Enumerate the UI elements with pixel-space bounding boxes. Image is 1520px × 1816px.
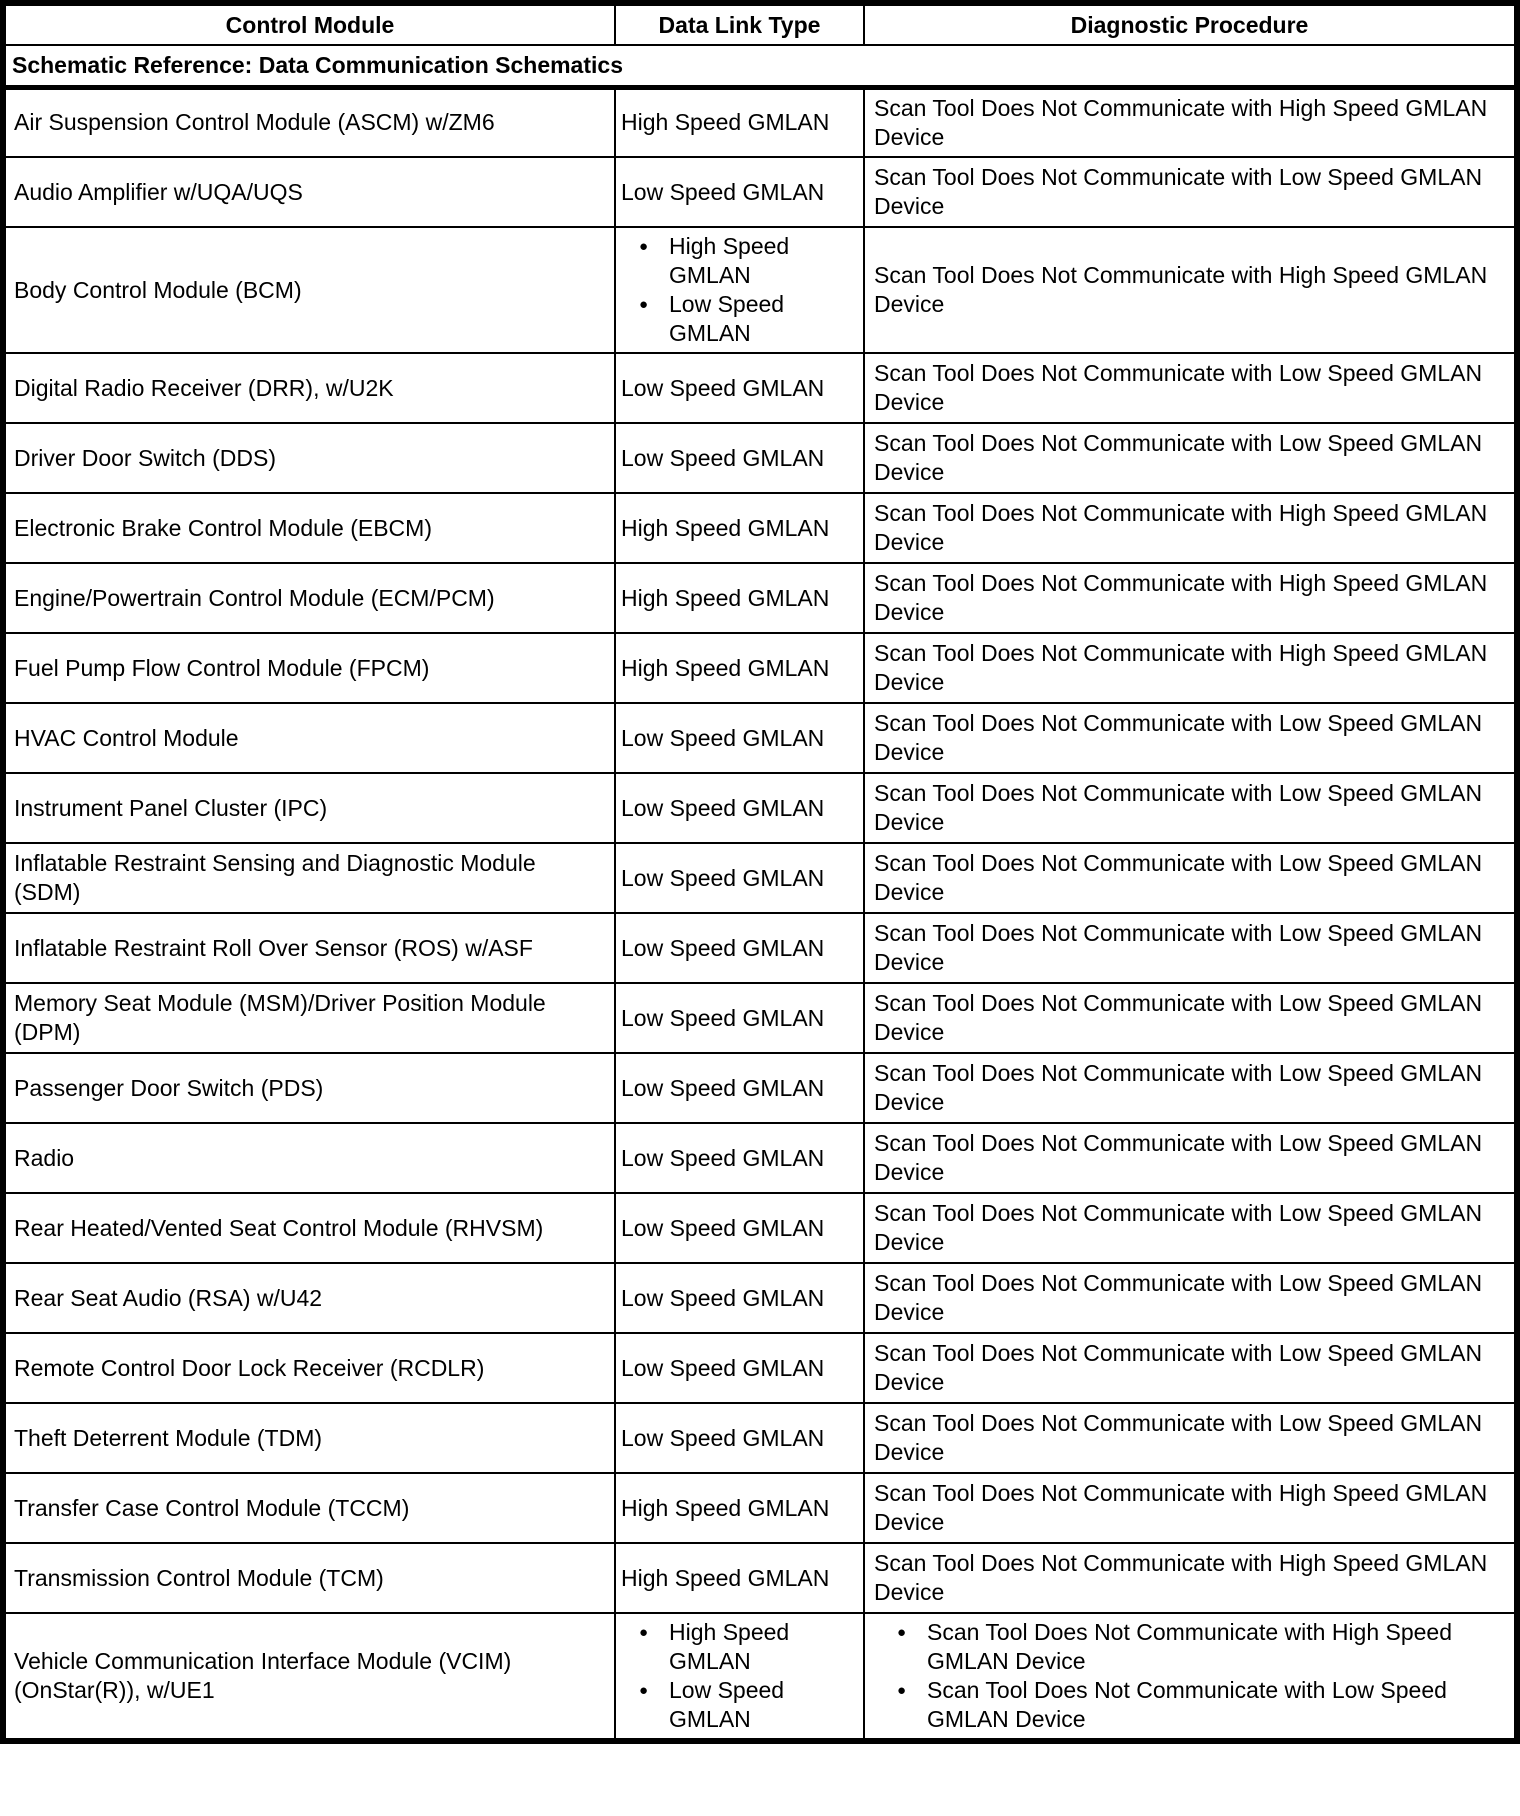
cell-control-module [3, 1123, 615, 1193]
table-row [3, 157, 1517, 227]
cell-data-link-type [615, 87, 864, 157]
cell-diagnostic-procedure [864, 913, 1517, 983]
bullet-icon: ● [639, 1624, 649, 1641]
header-row [3, 3, 1517, 45]
table-row [3, 1123, 1517, 1193]
list-item [639, 290, 861, 348]
cell-control-module [3, 1193, 615, 1263]
list-item [897, 1676, 1494, 1734]
cell-control-module [3, 1053, 615, 1123]
list-item-text: Low Speed GMLAN [669, 291, 785, 346]
cell-diagnostic-procedure [864, 1403, 1517, 1473]
cell-data-link-type [615, 1193, 864, 1263]
cell-control-module [3, 1543, 615, 1613]
bullet-list [621, 232, 861, 348]
table-row [3, 87, 1517, 157]
table-row [3, 913, 1517, 983]
cell-data-link-type [615, 1543, 864, 1613]
cell-text: High Speed GMLAN [621, 584, 830, 611]
cell-text: Scan Tool Does Not Communicate with Low Speed GMLAN Device [874, 1130, 1483, 1185]
cell-text: Low Speed GMLAN [621, 374, 825, 401]
cell-text: High Speed GMLAN [621, 654, 830, 681]
cell-diagnostic-procedure [864, 1053, 1517, 1123]
cell-data-link-type [615, 1333, 864, 1403]
cell-control-module [3, 227, 615, 353]
cell-diagnostic-procedure [864, 633, 1517, 703]
table-row [3, 843, 1517, 913]
cell-diagnostic-procedure [864, 773, 1517, 843]
cell-control-module [3, 1333, 615, 1403]
cell-diagnostic-procedure [864, 1193, 1517, 1263]
cell-data-link-type [615, 157, 864, 227]
table-row [3, 1263, 1517, 1333]
cell-diagnostic-procedure [864, 703, 1517, 773]
control-module-name: Engine/Powertrain Control Module (ECM/PCM) [14, 584, 495, 611]
table-row [3, 1053, 1517, 1123]
table-row [3, 983, 1517, 1053]
cell-diagnostic-procedure [864, 563, 1517, 633]
cell-text: Low Speed GMLAN [621, 1354, 825, 1381]
cell-data-link-type [615, 227, 864, 353]
cell-control-module [3, 913, 615, 983]
cell-data-link-type [615, 493, 864, 563]
cell-control-module [3, 1613, 615, 1741]
control-module-name: Audio Amplifier w/UQA/UQS [14, 178, 303, 205]
control-module-name: Radio [14, 1144, 75, 1171]
cell-text: Scan Tool Does Not Communicate with Low Speed GMLAN Device [874, 1200, 1483, 1255]
cell-diagnostic-procedure [864, 1123, 1517, 1193]
cell-text: Low Speed GMLAN [621, 1424, 825, 1451]
table-row [3, 703, 1517, 773]
cell-control-module [3, 1473, 615, 1543]
control-module-name: Theft Deterrent Module (TDM) [14, 1424, 323, 1451]
cell-data-link-type [615, 563, 864, 633]
cell-text: Low Speed GMLAN [621, 1214, 825, 1241]
cell-text: Scan Tool Does Not Communicate with Low Speed GMLAN Device [874, 164, 1483, 219]
bullet-list [621, 1618, 861, 1734]
list-item-text: Low Speed GMLAN [669, 1677, 785, 1732]
cell-control-module [3, 87, 615, 157]
col-header-diagnostic-procedure: Diagnostic Procedure [864, 3, 1517, 45]
cell-control-module [3, 1263, 615, 1333]
cell-diagnostic-procedure [864, 1473, 1517, 1543]
table-row [3, 633, 1517, 703]
cell-text: Scan Tool Does Not Communicate with Low Speed GMLAN Device [874, 990, 1483, 1045]
cell-data-link-type [615, 423, 864, 493]
control-module-name: Rear Seat Audio (RSA) w/U42 [14, 1284, 323, 1311]
cell-data-link-type [615, 703, 864, 773]
cell-text: Low Speed GMLAN [621, 178, 825, 205]
cell-text: Scan Tool Does Not Communicate with Low Speed GMLAN Device [874, 1060, 1483, 1115]
cell-text: High Speed GMLAN [621, 514, 830, 541]
cell-diagnostic-procedure [864, 353, 1517, 423]
cell-text: Scan Tool Does Not Communicate with High Speed GMLAN Device [874, 500, 1488, 555]
cell-text: Low Speed GMLAN [621, 1004, 825, 1031]
cell-diagnostic-procedure [864, 157, 1517, 227]
cell-data-link-type [615, 913, 864, 983]
control-module-name: Air Suspension Control Module (ASCM) w/ZM6 [14, 109, 495, 136]
control-module-name: Digital Radio Receiver (DRR), w/U2K [14, 374, 394, 401]
cell-control-module [3, 423, 615, 493]
table-row [3, 353, 1517, 423]
cell-control-module [3, 493, 615, 563]
control-module-name: Vehicle Communication Interface Module (VCIM) (OnStar(R)), w/UE1 [14, 1648, 512, 1703]
list-item [897, 1618, 1494, 1676]
cell-data-link-type [615, 1053, 864, 1123]
cell-text: Scan Tool Does Not Communicate with High Speed GMLAN Device [874, 1480, 1488, 1535]
cell-text: Low Speed GMLAN [621, 934, 825, 961]
cell-data-link-type [615, 1613, 864, 1741]
cell-diagnostic-procedure [864, 983, 1517, 1053]
cell-text: Scan Tool Does Not Communicate with Low Speed GMLAN Device [874, 780, 1483, 835]
bullet-icon: ● [639, 1682, 649, 1699]
cell-control-module [3, 157, 615, 227]
table-row [3, 1193, 1517, 1263]
cell-control-module [3, 1403, 615, 1473]
bullet-icon: ● [897, 1682, 907, 1699]
cell-data-link-type [615, 1403, 864, 1473]
section-header-row [3, 45, 1517, 87]
control-module-name: Fuel Pump Flow Control Module (FPCM) [14, 654, 430, 681]
control-module-name: Inflatable Restraint Sensing and Diagnostic Module (SDM) [14, 850, 536, 905]
table-row [3, 1473, 1517, 1543]
cell-text: Scan Tool Does Not Communicate with Low Speed GMLAN Device [874, 430, 1483, 485]
cell-data-link-type [615, 773, 864, 843]
cell-diagnostic-procedure [864, 1543, 1517, 1613]
list-item-text: High Speed GMLAN [669, 1619, 790, 1674]
control-module-name: HVAC Control Module [14, 724, 239, 751]
control-module-name: Transmission Control Module (TCM) [14, 1564, 384, 1591]
table-row [3, 493, 1517, 563]
table-row [3, 563, 1517, 633]
cell-text: Scan Tool Does Not Communicate with High Speed GMLAN Device [874, 640, 1488, 695]
cell-control-module [3, 773, 615, 843]
cell-diagnostic-procedure [864, 843, 1517, 913]
cell-data-link-type [615, 633, 864, 703]
cell-text: High Speed GMLAN [621, 1494, 830, 1521]
cell-data-link-type [615, 983, 864, 1053]
table-body [3, 87, 1517, 1741]
cell-text: Scan Tool Does Not Communicate with Low Speed GMLAN Device [874, 850, 1483, 905]
table-row [3, 1543, 1517, 1613]
table-row [3, 423, 1517, 493]
cell-text: Scan Tool Does Not Communicate with Low Speed GMLAN Device [874, 710, 1483, 765]
table-row [3, 227, 1517, 353]
cell-text: Low Speed GMLAN [621, 444, 825, 471]
cell-text: Scan Tool Does Not Communicate with Low Speed GMLAN Device [874, 360, 1483, 415]
cell-diagnostic-procedure [864, 87, 1517, 157]
cell-text: Scan Tool Does Not Communicate with High Speed GMLAN Device [874, 94, 1488, 150]
cell-data-link-type [615, 353, 864, 423]
table-row [3, 1613, 1517, 1741]
cell-text: Low Speed GMLAN [621, 724, 825, 751]
schematic-reference-label: Schematic Reference: Data Communication Schematics [3, 45, 1517, 87]
cell-text: Scan Tool Does Not Communicate with Low Speed GMLAN Device [874, 1270, 1483, 1325]
control-module-name: Transfer Case Control Module (TCCM) [14, 1494, 410, 1521]
table-row [3, 1333, 1517, 1403]
cell-control-module [3, 353, 615, 423]
cell-diagnostic-procedure [864, 1333, 1517, 1403]
control-module-name: Memory Seat Module (MSM)/Driver Position Module (DPM) [14, 990, 546, 1045]
control-module-name: Remote Control Door Lock Receiver (RCDLR) [14, 1354, 485, 1381]
bullet-icon: ● [639, 296, 649, 313]
cell-text: Scan Tool Does Not Communicate with Low Speed GMLAN Device [874, 1410, 1483, 1465]
cell-text: Low Speed GMLAN [621, 1074, 825, 1101]
control-module-name: Rear Heated/Vented Seat Control Module (RHVSM) [14, 1214, 544, 1241]
cell-text: Scan Tool Does Not Communicate with Low Speed GMLAN Device [874, 1340, 1483, 1395]
cell-data-link-type [615, 843, 864, 913]
cell-control-module [3, 843, 615, 913]
cell-text: High Speed GMLAN [621, 109, 830, 136]
list-item-text: High Speed GMLAN [669, 233, 790, 288]
list-item [639, 232, 861, 290]
col-header-data-link-type: Data Link Type [615, 3, 864, 45]
cell-control-module [3, 563, 615, 633]
cell-data-link-type [615, 1123, 864, 1193]
cell-text: Scan Tool Does Not Communicate with Low Speed GMLAN Device [874, 920, 1483, 975]
list-item-text: Scan Tool Does Not Communicate with Low Speed GMLAN Device [927, 1677, 1447, 1732]
cell-control-module [3, 703, 615, 773]
cell-diagnostic-procedure [864, 227, 1517, 353]
list-item [639, 1618, 861, 1676]
list-item-text: Scan Tool Does Not Communicate with High Speed GMLAN Device [927, 1619, 1453, 1674]
list-item [639, 1676, 861, 1734]
cell-text: Low Speed GMLAN [621, 1144, 825, 1171]
table-row [3, 1403, 1517, 1473]
cell-text: Low Speed GMLAN [621, 864, 825, 891]
cell-diagnostic-procedure [864, 493, 1517, 563]
bullet-list [874, 1618, 1494, 1734]
cell-diagnostic-procedure [864, 1263, 1517, 1333]
cell-text: Low Speed GMLAN [621, 794, 825, 821]
control-module-name: Driver Door Switch (DDS) [14, 444, 276, 471]
table-row [3, 773, 1517, 843]
cell-text: Scan Tool Does Not Communicate with High Speed GMLAN Device [874, 1550, 1488, 1605]
cell-data-link-type [615, 1263, 864, 1333]
cell-diagnostic-procedure [864, 423, 1517, 493]
cell-control-module [3, 983, 615, 1053]
cell-text: Scan Tool Does Not Communicate with High Speed GMLAN Device [874, 570, 1488, 625]
cell-text: Scan Tool Does Not Communicate with High Speed GMLAN Device [874, 262, 1488, 317]
control-module-name: Instrument Panel Cluster (IPC) [14, 794, 328, 821]
col-header-control-module: Control Module [3, 3, 615, 45]
cell-control-module [3, 633, 615, 703]
control-module-name: Electronic Brake Control Module (EBCM) [14, 514, 432, 541]
control-module-name: Inflatable Restraint Roll Over Sensor (ROS) w/ASF [14, 934, 533, 961]
cell-data-link-type [615, 1473, 864, 1543]
control-module-name: Body Control Module (BCM) [14, 276, 302, 303]
bullet-icon: ● [897, 1624, 907, 1641]
cell-text: Low Speed GMLAN [621, 1284, 825, 1311]
cell-diagnostic-procedure [864, 1613, 1517, 1741]
bullet-icon: ● [639, 238, 649, 255]
cell-text: High Speed GMLAN [621, 1564, 830, 1591]
control-module-name: Passenger Door Switch (PDS) [14, 1074, 324, 1101]
